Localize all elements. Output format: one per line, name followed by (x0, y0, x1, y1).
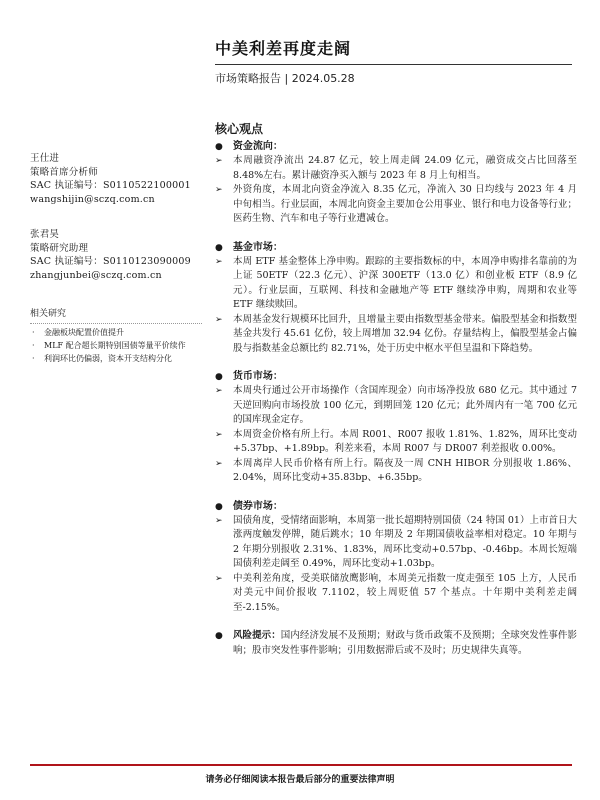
arrow-bullet-icon: ➢ (215, 429, 223, 440)
author-sac: SAC 执证编号：S0110123090009 (30, 256, 191, 267)
list-item (215, 572, 577, 616)
bullet-dot-icon: ● (215, 142, 223, 152)
related-research-item[interactable]: · MLF 配合超长期特别国债等量平价续作 (30, 340, 202, 351)
arrow-bullet-icon: ➢ (215, 458, 223, 469)
risk-label: 风险提示： (233, 630, 281, 641)
bullet-dot-icon: ● (215, 501, 223, 512)
bullet-text: 本周融资净流出 24.87 亿元，较上周走阔 24.09 亿元，融资成交占比回落至 8.48%左右。累计融资净买入额与 2023 年 8 月上旬相当。 (233, 155, 577, 181)
related-research-list (30, 327, 202, 364)
author-card (30, 152, 202, 206)
list-item (215, 313, 577, 357)
author-email[interactable]: zhangjunbei@sczq.com.cn (30, 269, 162, 281)
arrow-bullet-icon: ➢ (215, 386, 223, 396)
list-item (215, 457, 577, 486)
arrow-bullet-icon: ➢ (215, 256, 223, 267)
list-item (215, 255, 577, 313)
section-title: 核心观点 (215, 122, 264, 136)
related-research-item[interactable]: · 利润环比仍偏弱，资本开支结构分化 (30, 353, 202, 364)
arrow-bullet-icon: ➢ (215, 156, 223, 166)
author-role: 策略首席分析师 (30, 166, 98, 178)
section-bond-market (215, 500, 577, 616)
bullet-text: 本周离岸人民币价格有所上行。隔夜及一周 CNH HIBOR 分别报收 1.86%、2.04%，周环比变动+35.83bp、+6.35bp。 (233, 457, 577, 483)
title-divider (215, 64, 572, 65)
section-heading: 债券市场： (232, 500, 283, 512)
author-sac: SAC 执证编号：S0110522100001 (30, 180, 191, 191)
author-name: 王仕进 (30, 153, 60, 164)
list-item (215, 154, 577, 183)
author-card (30, 228, 202, 282)
section-heading: 货币市场： (232, 371, 283, 382)
bullet-dot-icon: ● (215, 242, 223, 253)
bullet-text: 外资角度，本周北向资金净流入 8.35 亿元，净流入 30 日均线与 2023 年 4 月中旬相当。行业层面，本周北向资金主要加仓公用事业、银行和电力设备等行业；医药生物、汽车和电子等行业遭减仓。 (233, 184, 577, 224)
risk-warning (215, 629, 577, 658)
arrow-bullet-icon: ➢ (215, 314, 223, 325)
section-fund-flow (215, 140, 577, 227)
author-sidebar (30, 152, 202, 366)
risk-text: 国内经济发展不及预期；财政与货币政策不及预期；全球突发性事件影响；股市突发性事件影响；引用数据滞后或不及时；历史规律失真等。 (233, 630, 577, 656)
core-views (215, 140, 577, 658)
list-item (215, 183, 577, 227)
list-item (215, 514, 577, 572)
report-subtitle: 市场策略报告 | 2024.05.28 (215, 72, 355, 85)
section-heading: 基金市场： (232, 241, 283, 253)
report-title: 中美利差再度走阔 (215, 39, 352, 58)
related-research-item[interactable]: · 金融板块配置价值提升 (30, 327, 202, 338)
section-money-market (215, 370, 577, 486)
list-item (215, 384, 577, 428)
bullet-dot-icon: ● (215, 372, 223, 382)
author-role: 策略研究助理 (30, 242, 89, 254)
list-item (215, 428, 577, 457)
author-name: 张君昊 (30, 229, 60, 240)
bullet-text: 本周资金价格有所上行。本周 R001、R007 报收 1.81%、1.82%，周环比变动+5.37bp、+1.89bp。利差来看，本周 R007 与 DR007 利差报收 0.00%。 (233, 428, 577, 454)
bullet-text: 国债角度，受情绪面影响，本周第一批长超期特别国债（24 特国 01）上市首日大涨两度触发停牌，随后跳水；10 年期及 2 年期国债收益率相对稳定。10 年期与 2 年期分别报收 2.31%、1.83%，周环比变动+0.57bp、-0.46bp。本周长短端国债利差走阔至 0.49%，周环比变动+1.03bp。 (233, 514, 577, 569)
author-email[interactable]: wangshijin@sczq.com.cn (30, 193, 155, 205)
bullet-text: 本周 ETF 基金整体上净申购。跟踪的主要指数标的中，本周净申购排名靠前的为上证 50ETF（22.3 亿元）、沪深 300ETF（13.0 亿）和创业板 ETF（8.9 亿元）。行业层面，互联网、科技和金融地产等 ETF 继续净申购，周期和农业等 ETF 继续赎回。 (233, 255, 577, 310)
bullet-text: 中美利差角度，受美联储放鹰影响，本周美元指数一度走强至 105 上方，人民币对美元中间价报收 7.1102，较上周贬值 57 个基点。十年期中美利差走阔至-2.15%。 (233, 572, 577, 613)
arrow-bullet-icon: ➢ (215, 185, 223, 195)
footer-divider (30, 764, 572, 766)
bullet-text: 本周基金发行规模环比回升，且增量主要由指数型基金带来。偏股型基金和指数型基金共发行 45.61 亿份，较上周增加 32.94 亿份。存量结构上，偏股型基金占偏股与指数基金总额比约 82.71%，处于历史中枢水平但呈温和下降趋势。 (233, 313, 577, 354)
section-heading: 资金流向： (232, 141, 283, 152)
legal-notice: 请务必仔细阅读本报告最后部分的重要法律声明 (205, 775, 395, 785)
bullet-text: 本周央行通过公开市场操作（含国库现金）向市场净投放 680 亿元。其中通过 7 天逆回购向市场投放 100 亿元，到期回笼 120 亿元；此外周内有一笔 700 亿元的国库现金定存。 (233, 385, 577, 425)
arrow-bullet-icon: ➢ (215, 515, 223, 526)
related-research-title: 相关研究 (30, 309, 67, 319)
section-fund-market (215, 241, 577, 357)
arrow-bullet-icon: ➢ (215, 573, 223, 584)
related-divider (30, 323, 202, 324)
bullet-dot-icon: ● (215, 631, 223, 641)
